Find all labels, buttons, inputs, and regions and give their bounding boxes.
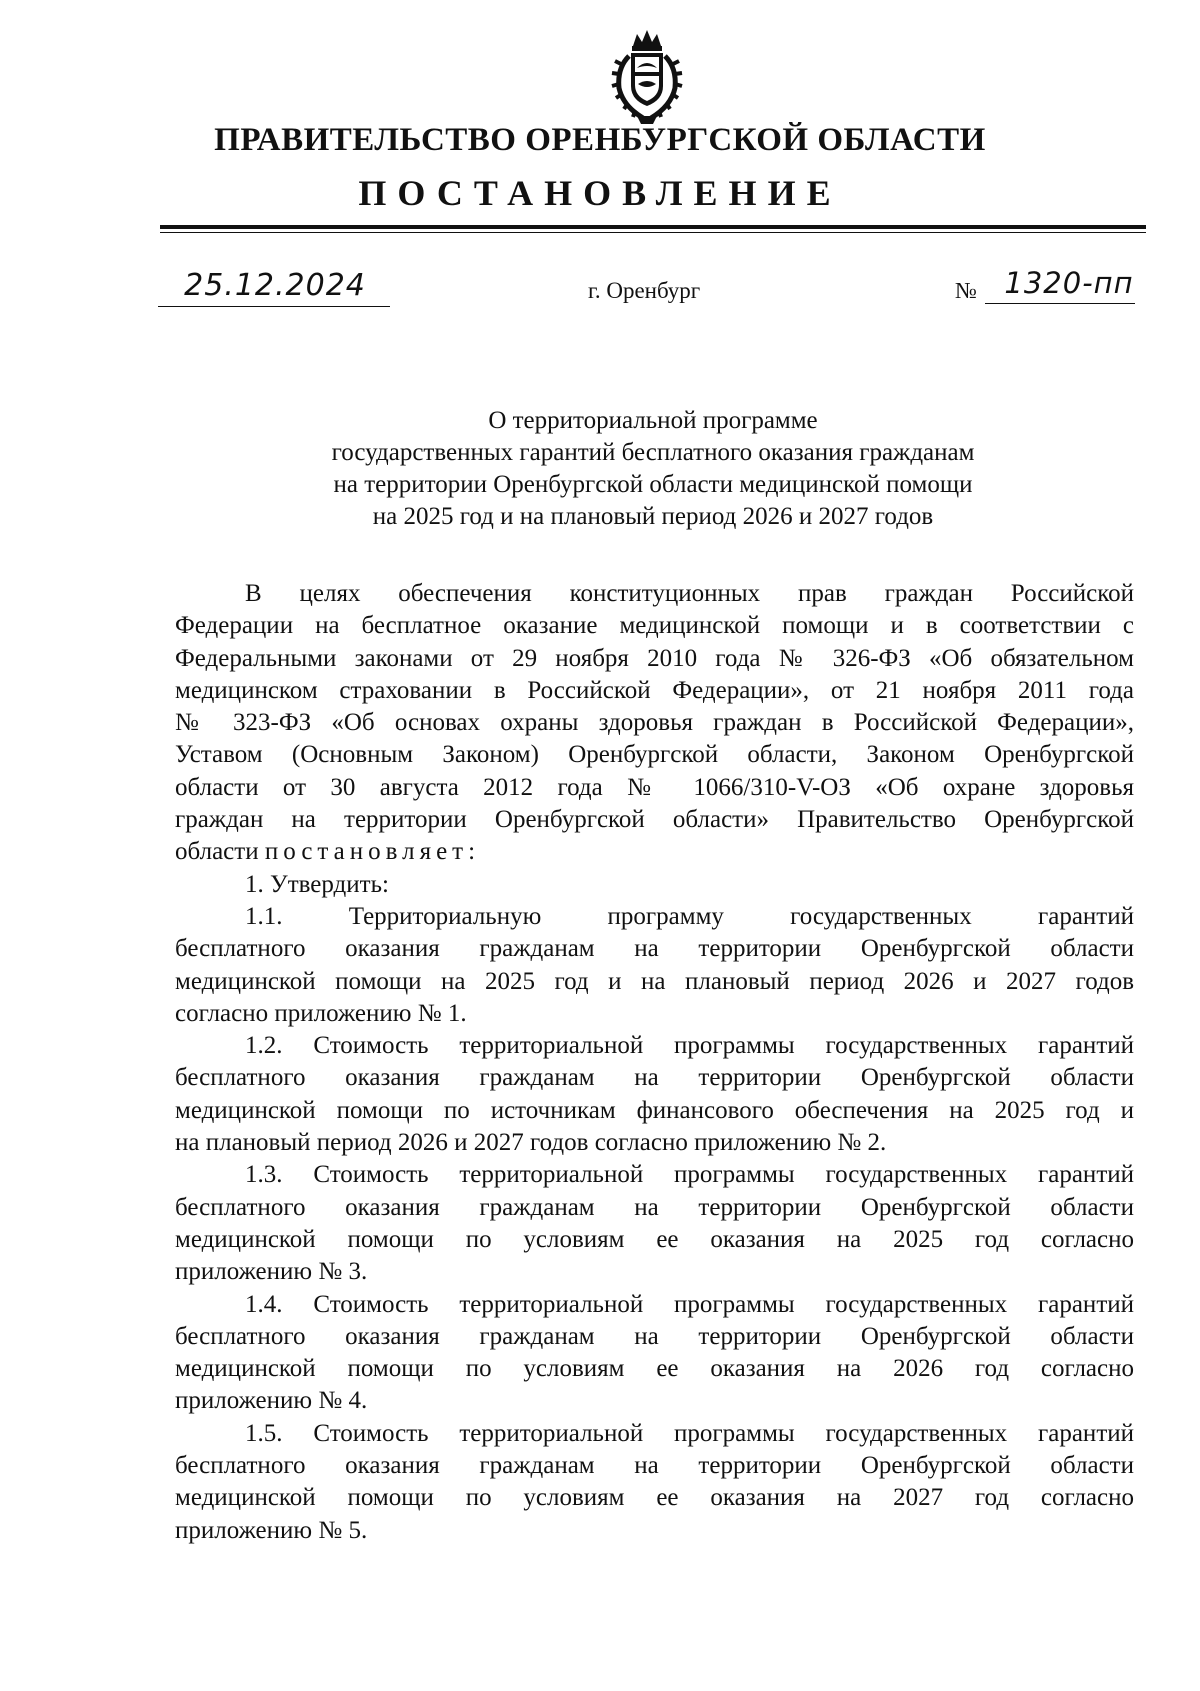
text-line	[175, 836, 1134, 868]
number-underline	[985, 303, 1135, 304]
text-line: медицинской помощи по условиям ее оказания на 2026 год согласно	[175, 1355, 1134, 1383]
document-body	[175, 578, 1134, 1547]
item-1-2	[175, 1030, 1134, 1159]
text-line: медицинской помощи на 2025 год и на плановый период 2026 и 2027 годов	[175, 967, 1134, 995]
text-line: медицинской помощи по источникам финансового обеспечения на 2025 год и	[175, 1096, 1134, 1124]
item-1	[175, 869, 1134, 901]
item-1-1	[175, 901, 1134, 1030]
text-line: на плановый период 2026 и 2027 годов согласно приложению № 2.	[175, 1129, 887, 1157]
subject-line: О территориальной программе	[488, 407, 818, 434]
text-line: бесплатного оказания гражданам на территории Оренбургской области	[175, 1452, 1134, 1480]
subject-line: на территории Оренбургской области медицинской помощи	[333, 471, 973, 498]
text-line: области от 30 августа 2012 года № 1066/310-V-ОЗ «Об охране здоровья	[175, 773, 1134, 801]
text-line: 1.1. Территориальную программу государственных гарантий	[245, 902, 1134, 930]
subject-line: на 2025 год и на плановый период 2026 и 2027 годов	[372, 503, 934, 530]
date-underline	[158, 306, 390, 307]
text-line: 1.2. Стоимость территориальной программы государственных гарантий	[245, 1032, 1134, 1060]
text-line: приложению № 4.	[175, 1387, 368, 1415]
item-1-5	[175, 1418, 1134, 1547]
number-sign: №	[955, 278, 977, 303]
government-title: ПРАВИТЕЛЬСТВО ОРЕНБУРГСКОЙ ОБЛАСТИ	[214, 122, 986, 158]
text-line: 1.5. Стоимость территориальной программы государственных гарантий	[245, 1419, 1134, 1447]
text-line: приложению № 5.	[175, 1516, 368, 1544]
text-line: Уставом (Основным Законом) Оренбургской области, Законом Оренбургской	[175, 741, 1134, 769]
coat-of-arms-icon	[607, 28, 687, 126]
text-line: бесплатного оказания гражданам на территории Оренбургской области	[175, 1193, 1134, 1221]
document-number: 1320-пп	[1004, 266, 1134, 300]
text-line: бесплатного оказания гражданам на территории Оренбургской области	[175, 1322, 1134, 1350]
text-line: граждан на территории Оренбургской области» Правительство Оренбургской	[175, 806, 1134, 834]
text-line: медицинской помощи по условиям ее оказания на 2027 год согласно	[175, 1484, 1134, 1512]
header-divider-thin	[160, 232, 1146, 233]
text-line: медицинской помощи по условиям ее оказания на 2025 год согласно	[175, 1225, 1134, 1253]
document-city: г. Оренбург	[588, 278, 701, 303]
preamble-last-prefix: области	[175, 838, 259, 866]
text-line: 1. Утвердить:	[245, 870, 389, 898]
text-line: приложению № 3.	[175, 1258, 368, 1286]
text-line: 1.3. Стоимость территориальной программы государственных гарантий	[245, 1161, 1134, 1189]
item-1-4	[175, 1289, 1134, 1418]
document-type-title: ПОСТАНОВЛЕНИЕ	[358, 173, 842, 213]
document-subject	[160, 405, 1146, 533]
text-line: Федерации на бесплатное оказание медицинской помощи и в соответствии с	[175, 612, 1134, 640]
preamble-paragraph	[175, 578, 1134, 869]
text-line: бесплатного оказания гражданам на территории Оренбургской области	[175, 935, 1134, 963]
text-line: В целях обеспечения конституционных прав граждан Российской	[245, 580, 1134, 607]
text-line: 1.4. Стоимость территориальной программы государственных гарантий	[245, 1290, 1134, 1318]
text-line: медицинском страховании в Российской Федерации», от 21 ноября 2011 года	[175, 676, 1134, 704]
header-divider-thick	[160, 225, 1146, 229]
document-date: 25.12.2024	[184, 268, 366, 303]
item-1-3	[175, 1159, 1134, 1288]
text-line: Федеральными законами от 29 ноября 2010 года № 326-ФЗ «Об обязательном	[175, 644, 1134, 672]
text-line: № 323-ФЗ «Об основах охраны здоровья граждан в Российской Федерации»,	[175, 709, 1134, 737]
text-line: согласно приложению № 1.	[175, 999, 467, 1027]
text-line: бесплатного оказания гражданам на территории Оренбургской области	[175, 1064, 1134, 1092]
decree-word: постановляет:	[264, 838, 481, 866]
subject-line: государственных гарантий бесплатного оказания гражданам	[331, 439, 975, 466]
